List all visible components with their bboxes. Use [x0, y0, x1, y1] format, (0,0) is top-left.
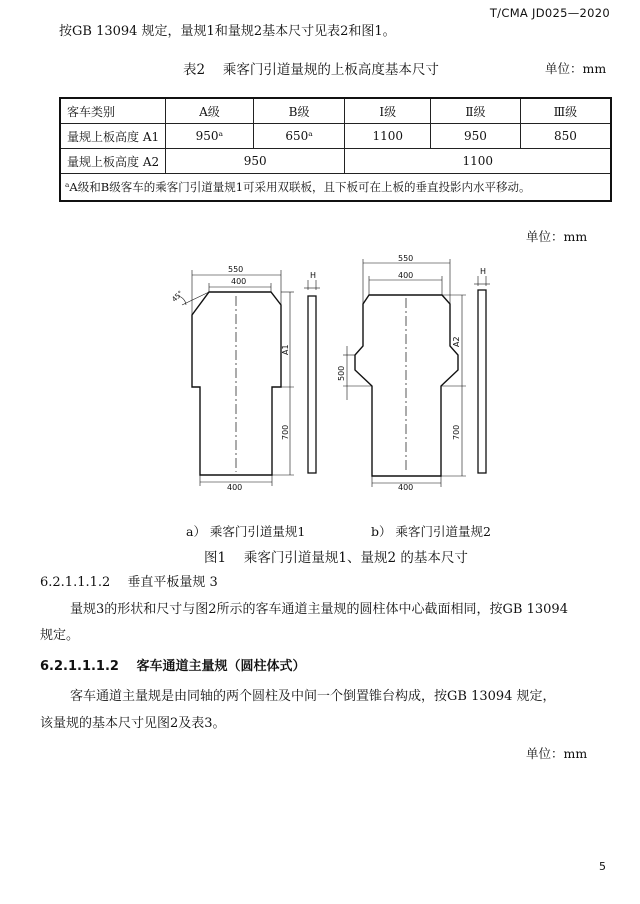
section-body-line: 规定。 — [40, 628, 80, 643]
table-2 — [59, 97, 612, 202]
section-body-line: 该量规的基本尺寸见图2及表3。 — [40, 716, 226, 731]
dim-500-label: 500 — [337, 365, 346, 381]
dim-700-label: 700 — [281, 424, 290, 440]
figure-unit: 单位：mm — [526, 229, 588, 244]
dim-700-label: 700 — [452, 424, 461, 440]
document-code: T/CMA JD025—2020 — [489, 6, 610, 20]
dim-400-label: 400 — [227, 483, 243, 490]
angle-label: 45° — [170, 289, 185, 304]
table-row-a1 — [60, 124, 611, 149]
table-header-cell: 客车类别 — [60, 98, 166, 124]
table-header-cell: Ⅲ级 — [520, 98, 611, 124]
table-cell: 650ᵃ — [253, 124, 345, 149]
section-unit: 单位：mm — [526, 746, 588, 761]
intro-paragraph: 按GB 13094 规定，量规1和量规2基本尺寸见表2和图1。 — [59, 24, 396, 39]
section-heading: 6.2.1.1.1.2 垂直平板量规 3 — [40, 575, 218, 590]
dim-h-label: H — [480, 267, 487, 276]
figure-caption: 图1 乘客门引道量规1、量规2 的基本尺寸 — [204, 550, 468, 566]
dim-a1-label: A1 — [281, 344, 290, 355]
table-header-cell: Ⅱ级 — [431, 98, 521, 124]
page-number: 5 — [599, 860, 606, 873]
table-row-a2 — [60, 149, 611, 174]
dim-400-label: 400 — [231, 277, 247, 286]
table-cell: 1100 — [345, 124, 431, 149]
table-header-cell: Ⅰ级 — [345, 98, 431, 124]
table-cell: 950 — [166, 149, 345, 174]
table-cell: 950ᵃ — [166, 124, 254, 149]
row-label: 量规上板高度 A2 — [60, 149, 166, 174]
table-header-row — [60, 98, 611, 124]
figure-subcaption-b: b） 乘客门引道量规2 — [371, 524, 491, 539]
dim-a2-label: A2 — [452, 336, 461, 347]
section-heading-bold: 6.2.1.1.1.2 客车通道主量规（圆柱体式） — [40, 659, 306, 674]
dim-h-label: H — [310, 271, 317, 280]
table-note: ᵃA级和B级客车的乘客门引道量规1可采用双联板，且下板可在上板的垂直投影内水平移动。 — [60, 174, 611, 202]
table-header-cell: B级 — [253, 98, 345, 124]
table-cell: 850 — [520, 124, 611, 149]
table-note-row — [60, 174, 611, 202]
gauge-2-side-view — [478, 290, 486, 473]
dim-550-label: 550 — [398, 254, 414, 263]
table-header-cell: A级 — [166, 98, 254, 124]
gauge-1-side-view — [308, 296, 316, 473]
section-body-line: 量规3的形状和尺寸与图2所示的客车通道主量规的圆柱体中心截面相同，按GB 13094 — [70, 602, 568, 617]
row-label: 量规上板高度 A1 — [60, 124, 166, 149]
gauge-1-outline — [192, 292, 281, 475]
dim-550-label: 550 — [228, 265, 244, 274]
dim-400-label: 400 — [398, 483, 414, 490]
figure-subcaption-a: a） 乘客门引道量规1 — [186, 524, 306, 539]
dim-400-label: 400 — [398, 271, 414, 280]
figure-1-drawing — [160, 250, 500, 490]
table-cell: 950 — [431, 124, 521, 149]
table-caption: 表2 乘客门引道量规的上板高度基本尺寸 — [183, 62, 439, 78]
section-body-line: 客车通道主量规是由同轴的两个圆柱及中间一个倒置锥台构成，按GB 13094 规定， — [70, 689, 556, 704]
table-cell: 1100 — [345, 149, 611, 174]
gauge-2-outline — [355, 295, 458, 476]
table-unit: 单位：mm — [545, 61, 607, 76]
